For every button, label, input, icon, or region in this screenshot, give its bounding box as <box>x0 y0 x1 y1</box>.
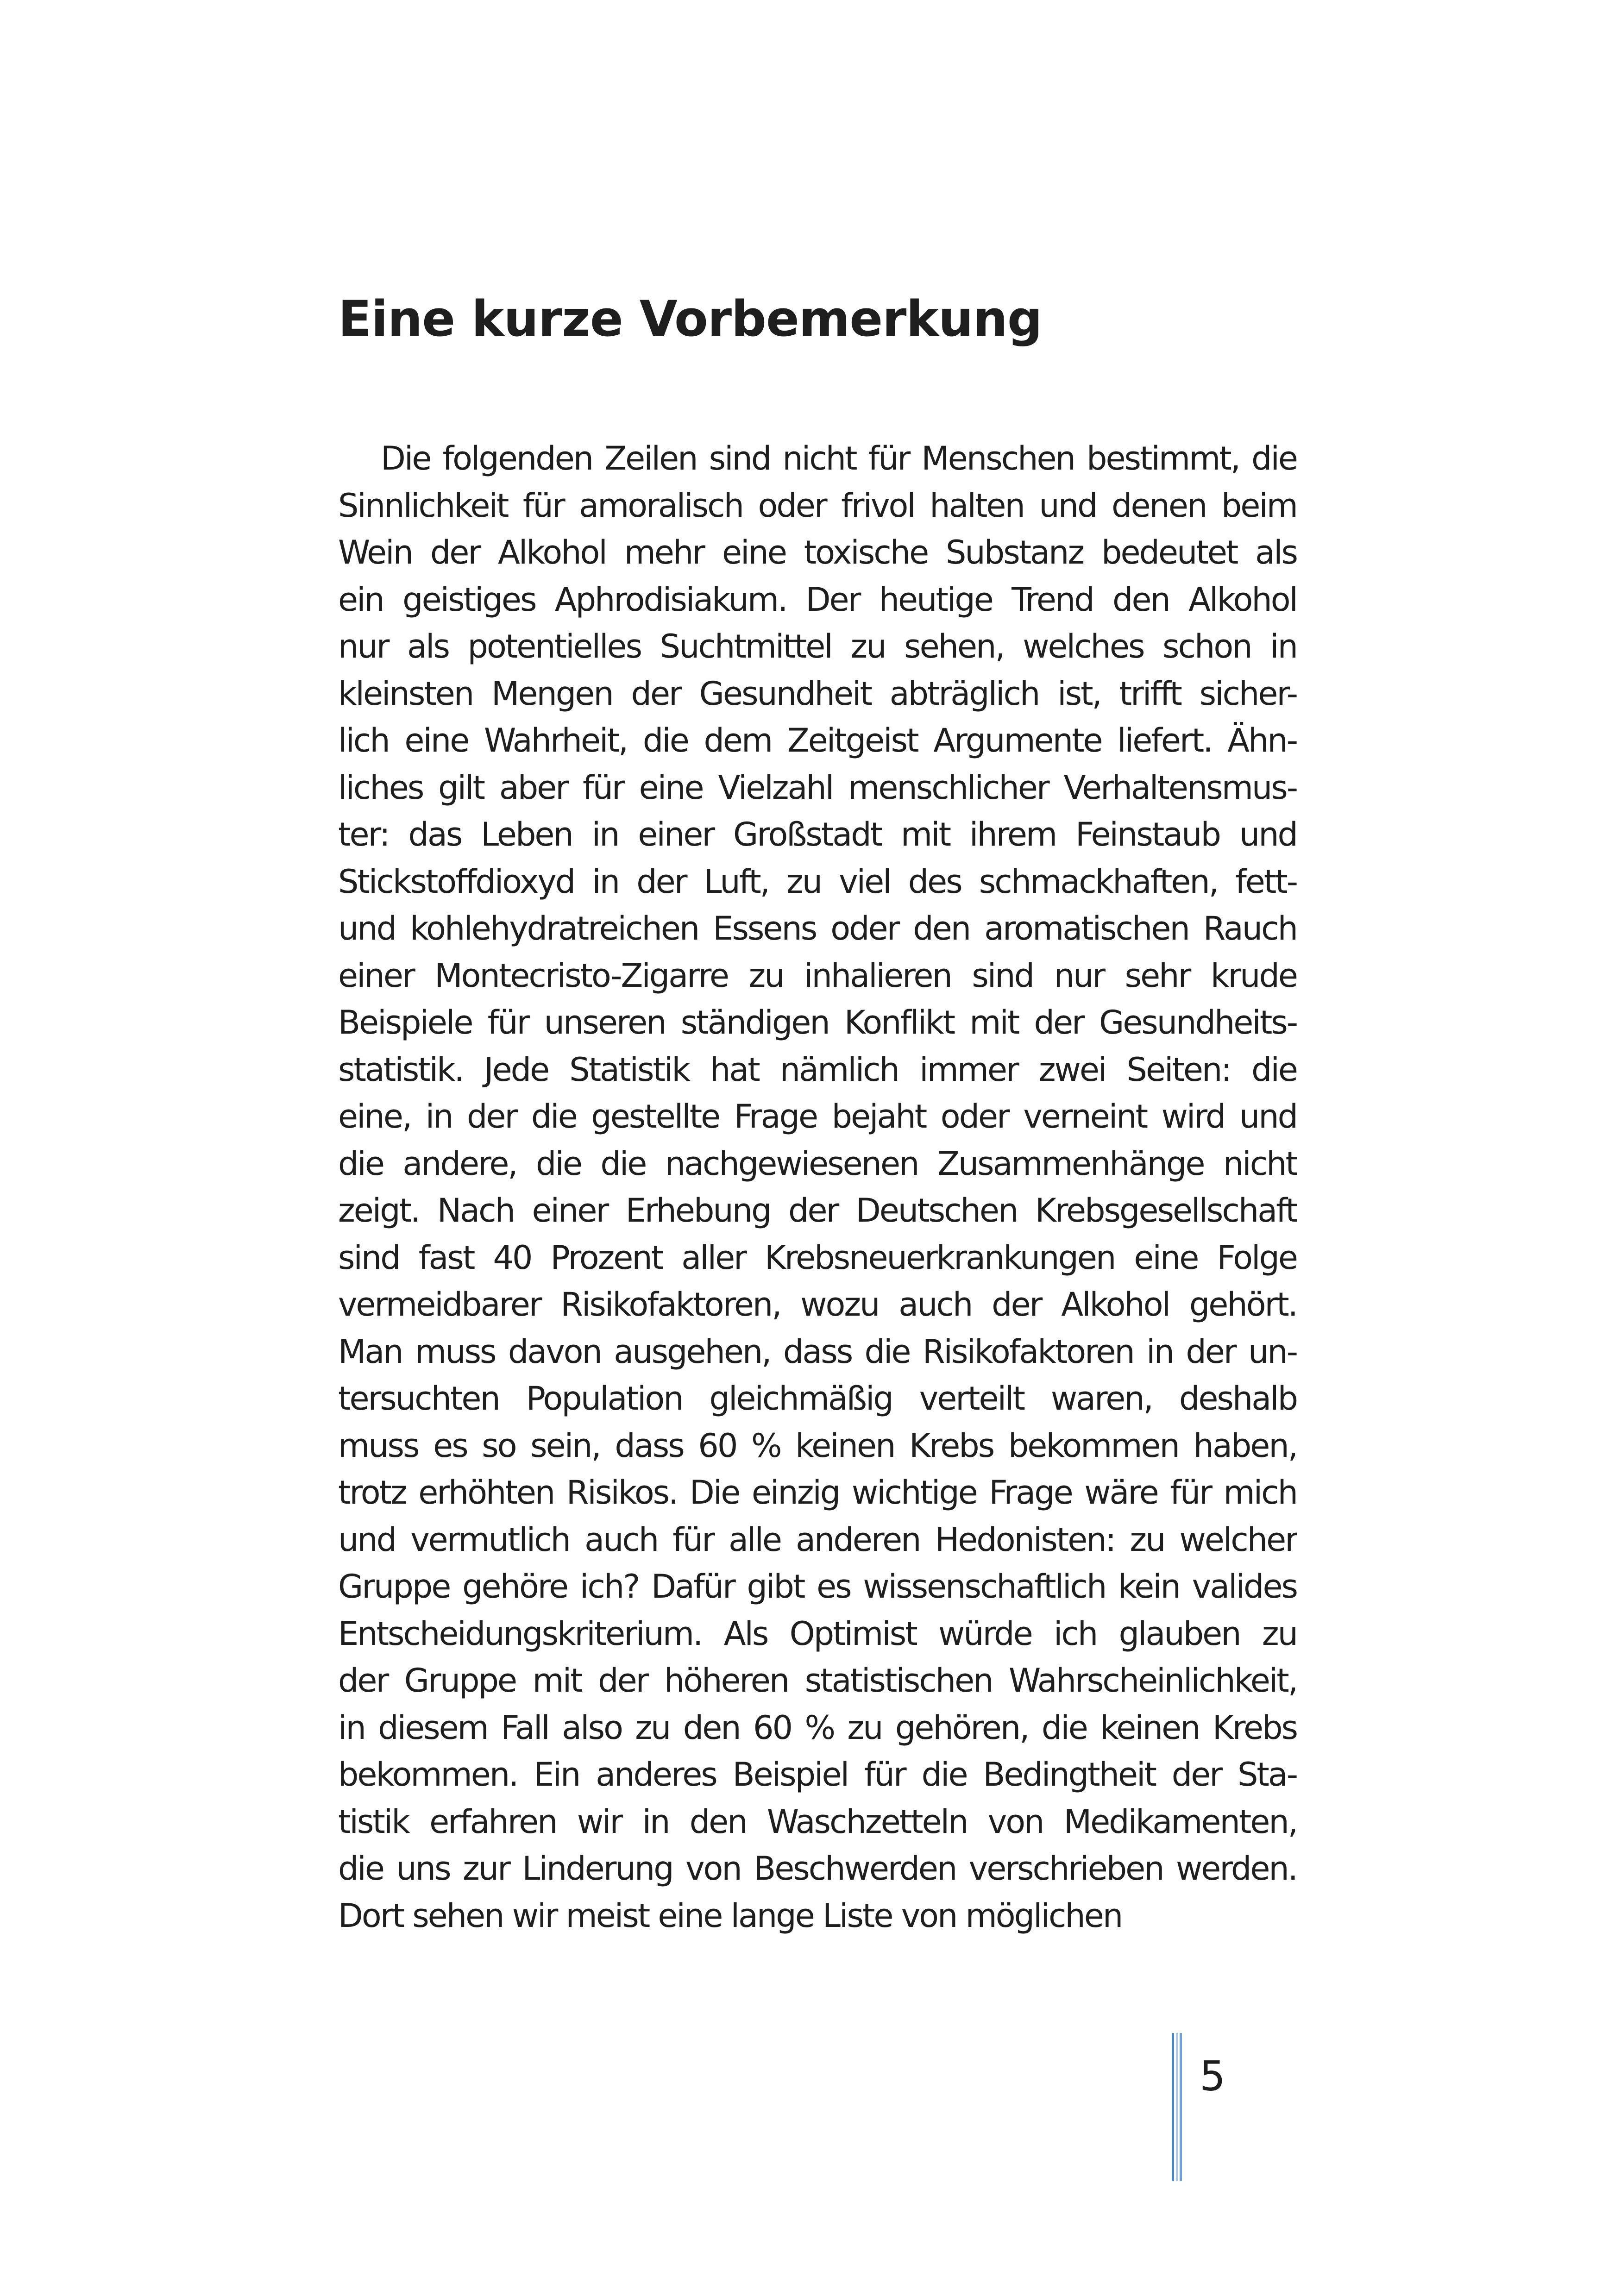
text-line: Dort sehen wir meist eine lange Liste von möglichen <box>338 1896 1122 1935</box>
text-line: muss es so sein, dass 60 % keinen Krebs bekommen haben, <box>338 1426 1297 1465</box>
text-line: Beispiele für unseren ständigen Konflikt mit der Gesundheits- <box>338 1004 1297 1041</box>
chapter-title: Eine kurze Vorbemerkung <box>338 290 1042 347</box>
text-line: tersuchten Population gleichmäßig verteilt waren, deshalb <box>338 1380 1297 1418</box>
text-line: und vermutlich auch für alle anderen Hedonisten: zu welcher <box>338 1520 1297 1559</box>
text-line: zeigt. Nach einer Erhebung der Deutschen Krebsgesellschaft <box>338 1192 1297 1230</box>
text-line: bekommen. Ein anderes Beispiel für die Bedingtheit der Sta- <box>338 1756 1297 1794</box>
decorative-rule <box>1172 2033 1174 2181</box>
text-line: Wein der Alkohol mehr eine toxische Substanz bedeutet als <box>338 533 1297 571</box>
text-line: eine, in der die gestellte Frage bejaht oder verneint wird und <box>338 1098 1297 1135</box>
text-line: vermeidbarer Risikofaktoren, wozu auch der Alkohol gehört. <box>338 1286 1297 1324</box>
page-number: 5 <box>1200 2052 1225 2100</box>
decorative-rule <box>1176 2033 1178 2181</box>
text-line: in diesem Fall also zu den 60 % zu gehören, die keinen Krebs <box>338 1708 1297 1747</box>
text-line: liches gilt aber für eine Vielzahl menschlicher Verhaltensmus- <box>338 768 1297 807</box>
text-line: lich eine Wahrheit, die dem Zeitgeist Argumente liefert. Ähn- <box>338 721 1297 759</box>
body-paragraph <box>338 435 1297 1939</box>
text-line: die andere, die die nachgewiesenen Zusammenhänge nicht <box>338 1144 1297 1183</box>
text-line: nur als potentielles Suchtmittel zu sehen, welches schon in <box>338 627 1297 665</box>
text-line: sind fast 40 Prozent aller Krebsneuerkrankungen eine Folge <box>338 1238 1297 1277</box>
text-line: einer Montecristo-Zigarre zu inhalieren sind nur sehr krude <box>338 956 1297 995</box>
text-line: Man muss davon ausgehen, dass die Risikofaktoren in der un- <box>338 1332 1297 1371</box>
page-footer <box>1172 2033 1264 2181</box>
text-line: Entscheidungskriterium. Als Optimist würde ich glauben zu <box>338 1614 1297 1653</box>
text-line: Die folgenden Zeilen sind nicht für Menschen bestimmt, die <box>381 439 1297 477</box>
text-line: tistik erfahren wir in den Waschzetteln von Medikamenten, <box>338 1802 1297 1841</box>
text-line: Sinnlichkeit für amoralisch oder frivol halten und denen beim <box>338 486 1297 525</box>
text-line: ein geistiges Aphrodisiakum. Der heutige Trend den Alkohol <box>338 580 1297 619</box>
text-line: trotz erhöhten Risikos. Die einzig wichtige Frage wäre für mich <box>338 1474 1297 1512</box>
text-line: statistik. Jede Statistik hat nämlich immer zwei Seiten: die <box>338 1050 1297 1089</box>
text-line: ter: das Leben in einer Großstadt mit ihrem Feinstaub und <box>338 816 1297 853</box>
text-line: die uns zur Linderung von Beschwerden verschrieben werden. <box>338 1850 1297 1888</box>
text-line: Stickstoffdioxyd in der Luft, zu viel des schmackhaften, fett- <box>338 862 1297 901</box>
text-line: Gruppe gehöre ich? Dafür gibt es wissenschaftlich kein valides <box>338 1568 1297 1606</box>
decorative-rule <box>1180 2033 1182 2181</box>
text-line: kleinsten Mengen der Gesundheit abträglich ist, trifft sicher- <box>338 674 1297 713</box>
text-line: der Gruppe mit der höheren statistischen Wahrscheinlichkeit, <box>338 1662 1297 1700</box>
text-line: und kohlehydratreichen Essens oder den aromatischen Rauch <box>338 910 1297 947</box>
